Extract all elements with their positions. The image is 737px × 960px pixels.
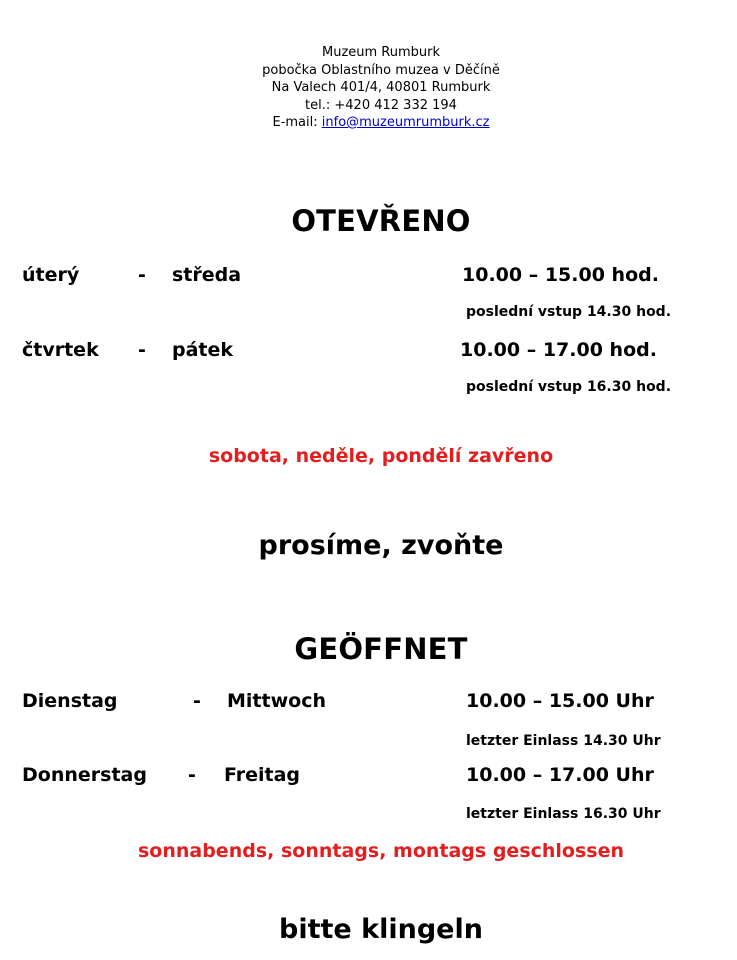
de-row2-dash: - [188, 764, 196, 786]
email-link[interactable]: info@muzeumrumburk.cz [321, 115, 490, 130]
cz-closed-days: sobota, neděle, pondělí zavřeno [208, 445, 554, 467]
cz-row1-last-entry: poslední vstup 14.30 hod. [466, 304, 672, 320]
email-label: E-mail: [272, 115, 318, 130]
cz-row2-dash: - [138, 339, 146, 361]
cz-open-heading: OTEVŘENO [291, 204, 471, 238]
museum-branch: pobočka Oblastního muzea v Děčíně [262, 62, 500, 78]
de-row2-last-entry: letzter Einlass 16.30 Uhr [466, 806, 661, 822]
museum-email-line [0, 114, 737, 132]
de-row1-day-to: Mittwoch [227, 690, 326, 712]
museum-name: Muzeum Rumburk [321, 45, 441, 60]
de-row2-day-to: Freitag [224, 764, 301, 786]
de-row1-last-entry: letzter Einlass 14.30 Uhr [466, 733, 661, 749]
cz-row1-day-to: středa [172, 264, 242, 286]
de-closed-days: sonnabends, sonntags, montags geschlossen [137, 840, 625, 862]
cz-row2-hours: 10.00 – 17.00 hod. [460, 339, 657, 361]
museum-phone: tel.: +420 412 332 194 [305, 97, 457, 113]
de-open-heading: GEÖFFNET [294, 632, 468, 666]
cz-row2-last-entry: poslední vstup 16.30 hod. [466, 379, 672, 395]
cz-row1-hours: 10.00 – 15.00 hod. [462, 264, 659, 286]
de-row1-dash: - [193, 690, 201, 712]
cz-row2-day-from: čtvrtek [22, 339, 99, 361]
de-row2-hours: 10.00 – 17.00 Uhr [466, 764, 654, 786]
de-row2-day-from: Donnerstag [22, 764, 147, 786]
cz-row1-dash: - [138, 264, 146, 286]
cz-ring-notice: prosíme, zvoňte [258, 530, 504, 561]
museum-contact-block [0, 44, 737, 132]
museum-address: Na Valech 401/4, 40801 Rumburk [271, 80, 491, 95]
de-ring-notice: bitte klingeln [279, 914, 483, 945]
de-row1-day-from: Dienstag [22, 690, 118, 712]
cz-row1-day-from: úterý [22, 264, 80, 286]
cz-row2-day-to: pátek [172, 339, 234, 361]
de-row1-hours: 10.00 – 15.00 Uhr [466, 690, 654, 712]
